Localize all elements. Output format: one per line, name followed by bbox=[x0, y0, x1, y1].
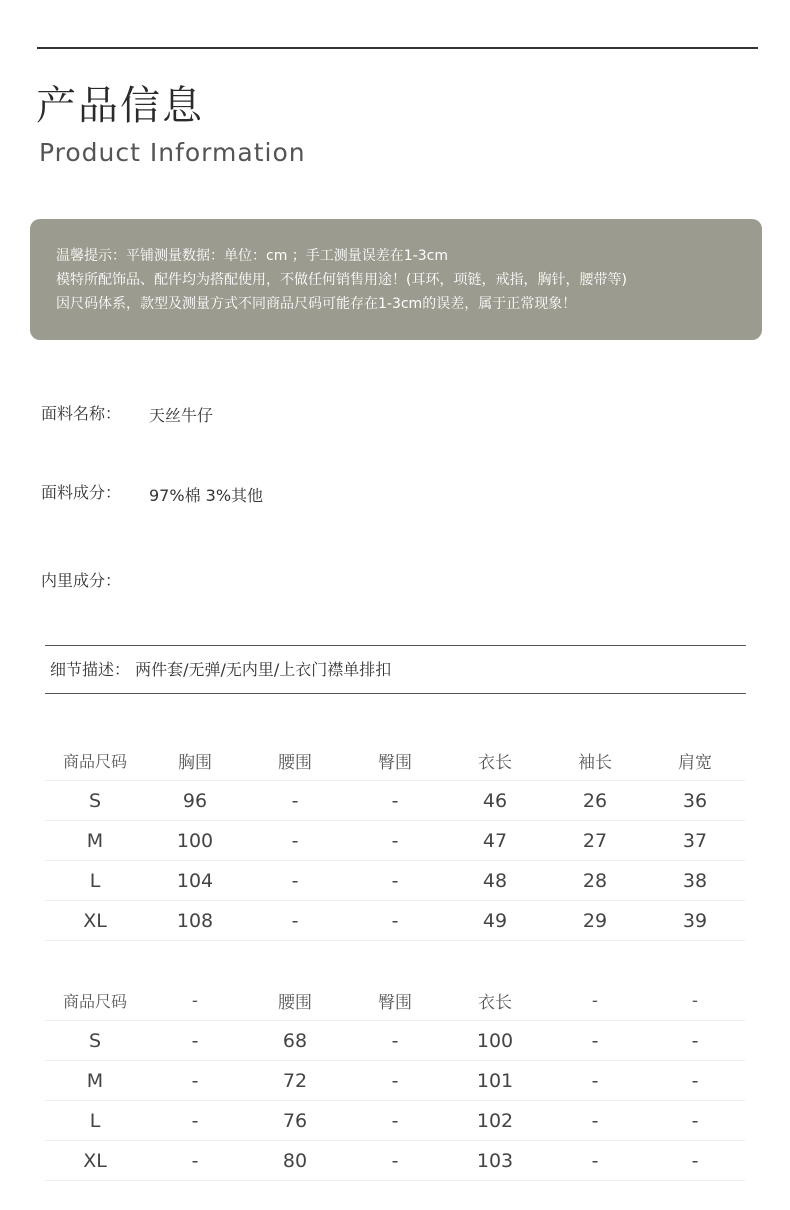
table-cell: S bbox=[45, 1021, 145, 1061]
table-cell: 96 bbox=[145, 781, 245, 821]
table-cell: - bbox=[345, 1061, 445, 1101]
table-cell: - bbox=[645, 1021, 745, 1061]
header-cell: 腰围 bbox=[245, 981, 345, 1021]
header-cell: - bbox=[545, 981, 645, 1021]
table-row bbox=[45, 861, 745, 901]
table-cell: 29 bbox=[545, 901, 645, 941]
header-cell: 衣长 bbox=[445, 741, 545, 781]
table-cell: - bbox=[345, 1021, 445, 1061]
header-cell: - bbox=[645, 981, 745, 1021]
section-subtitle: Product Information bbox=[39, 138, 306, 167]
table-cell: 100 bbox=[145, 821, 245, 861]
table-row bbox=[45, 821, 745, 861]
table-row bbox=[45, 1061, 745, 1101]
header-cell: 商品尺码 bbox=[45, 981, 145, 1021]
table-cell: S bbox=[45, 781, 145, 821]
table-cell: - bbox=[345, 861, 445, 901]
table-cell: L bbox=[45, 1101, 145, 1141]
notice-box bbox=[30, 219, 762, 340]
table-cell: - bbox=[245, 781, 345, 821]
detail-description: 细节描述： 两件套/无弹/无内里/上衣门襟单排扣 bbox=[50, 660, 392, 679]
table-cell: - bbox=[245, 821, 345, 861]
table-cell: 103 bbox=[445, 1141, 545, 1181]
table-cell: 100 bbox=[445, 1021, 545, 1061]
table-cell: - bbox=[145, 1141, 245, 1181]
table-cell: 27 bbox=[545, 821, 645, 861]
table-header-row bbox=[45, 981, 745, 1021]
table-cell: M bbox=[45, 821, 145, 861]
table-cell: 101 bbox=[445, 1061, 545, 1101]
header-cell: 臀围 bbox=[345, 981, 445, 1021]
table-cell: 76 bbox=[245, 1101, 345, 1141]
table-cell: 39 bbox=[645, 901, 745, 941]
table-cell: - bbox=[345, 1101, 445, 1141]
table-cell: 72 bbox=[245, 1061, 345, 1101]
table-cell: - bbox=[345, 901, 445, 941]
size-table-bottom bbox=[45, 981, 745, 1181]
header-cell: - bbox=[145, 981, 245, 1021]
notice-line: 模特所配饰品、配件均为搭配使用，不做任何销售用途！(耳环，项链，戒指，胸针，腰带等) bbox=[56, 272, 627, 288]
table-cell: 37 bbox=[645, 821, 745, 861]
table-cell: - bbox=[145, 1061, 245, 1101]
table-cell: - bbox=[145, 1021, 245, 1061]
table-cell: - bbox=[145, 1101, 245, 1141]
detail-bottom-divider bbox=[45, 693, 746, 694]
table-cell: 28 bbox=[545, 861, 645, 901]
table-cell: 68 bbox=[245, 1021, 345, 1061]
section-title: 产品信息 bbox=[36, 83, 204, 129]
table-cell: XL bbox=[45, 901, 145, 941]
table-cell: - bbox=[245, 861, 345, 901]
table-cell: 26 bbox=[545, 781, 645, 821]
table-cell: - bbox=[645, 1101, 745, 1141]
table-cell: - bbox=[245, 901, 345, 941]
header-cell: 肩宽 bbox=[645, 741, 745, 781]
table-cell: L bbox=[45, 861, 145, 901]
table-cell: 47 bbox=[445, 821, 545, 861]
fabric-name-label: 面料名称： bbox=[41, 404, 122, 423]
header-cell: 胸围 bbox=[145, 741, 245, 781]
table-cell: 102 bbox=[445, 1101, 545, 1141]
fabric-composition-label: 面料成分： bbox=[41, 483, 122, 502]
size-table-top bbox=[45, 741, 745, 941]
table-cell: - bbox=[345, 1141, 445, 1181]
table-row bbox=[45, 1101, 745, 1141]
table-cell: M bbox=[45, 1061, 145, 1101]
table-cell: - bbox=[645, 1141, 745, 1181]
fabric-composition-value: 97%棉 3%其他 bbox=[149, 486, 264, 505]
fabric-name-value: 天丝牛仔 bbox=[149, 406, 214, 425]
table-cell: - bbox=[345, 781, 445, 821]
header-cell: 商品尺码 bbox=[45, 741, 145, 781]
table-cell: 80 bbox=[245, 1141, 345, 1181]
table-cell: - bbox=[545, 1141, 645, 1181]
header-cell: 袖长 bbox=[545, 741, 645, 781]
table-cell: 36 bbox=[645, 781, 745, 821]
table-cell: 108 bbox=[145, 901, 245, 941]
table-cell: - bbox=[645, 1061, 745, 1101]
header-cell: 衣长 bbox=[445, 981, 545, 1021]
table-row bbox=[45, 901, 745, 941]
table-cell: 49 bbox=[445, 901, 545, 941]
table-cell: - bbox=[545, 1021, 645, 1061]
table-row bbox=[45, 1141, 745, 1181]
table-header-row bbox=[45, 741, 745, 781]
table-cell: - bbox=[545, 1061, 645, 1101]
header-cell: 腰围 bbox=[245, 741, 345, 781]
detail-top-divider bbox=[45, 645, 746, 646]
top-divider bbox=[37, 47, 758, 49]
lining-composition-label: 内里成分： bbox=[41, 571, 122, 590]
table-cell: 104 bbox=[145, 861, 245, 901]
table-cell: XL bbox=[45, 1141, 145, 1181]
header-cell: 臀围 bbox=[345, 741, 445, 781]
table-cell: 48 bbox=[445, 861, 545, 901]
table-cell: - bbox=[545, 1101, 645, 1141]
table-row bbox=[45, 1021, 745, 1061]
table-cell: 46 bbox=[445, 781, 545, 821]
table-cell: 38 bbox=[645, 861, 745, 901]
table-row bbox=[45, 781, 745, 821]
table-cell: - bbox=[345, 821, 445, 861]
notice-line: 温馨提示：平铺测量数据：单位：cm ；手工测量误差在1-3cm bbox=[56, 248, 448, 264]
notice-line: 因尺码体系，款型及测量方式不同商品尺码可能存在1-3cm的误差，属于正常现象！ bbox=[56, 296, 577, 312]
